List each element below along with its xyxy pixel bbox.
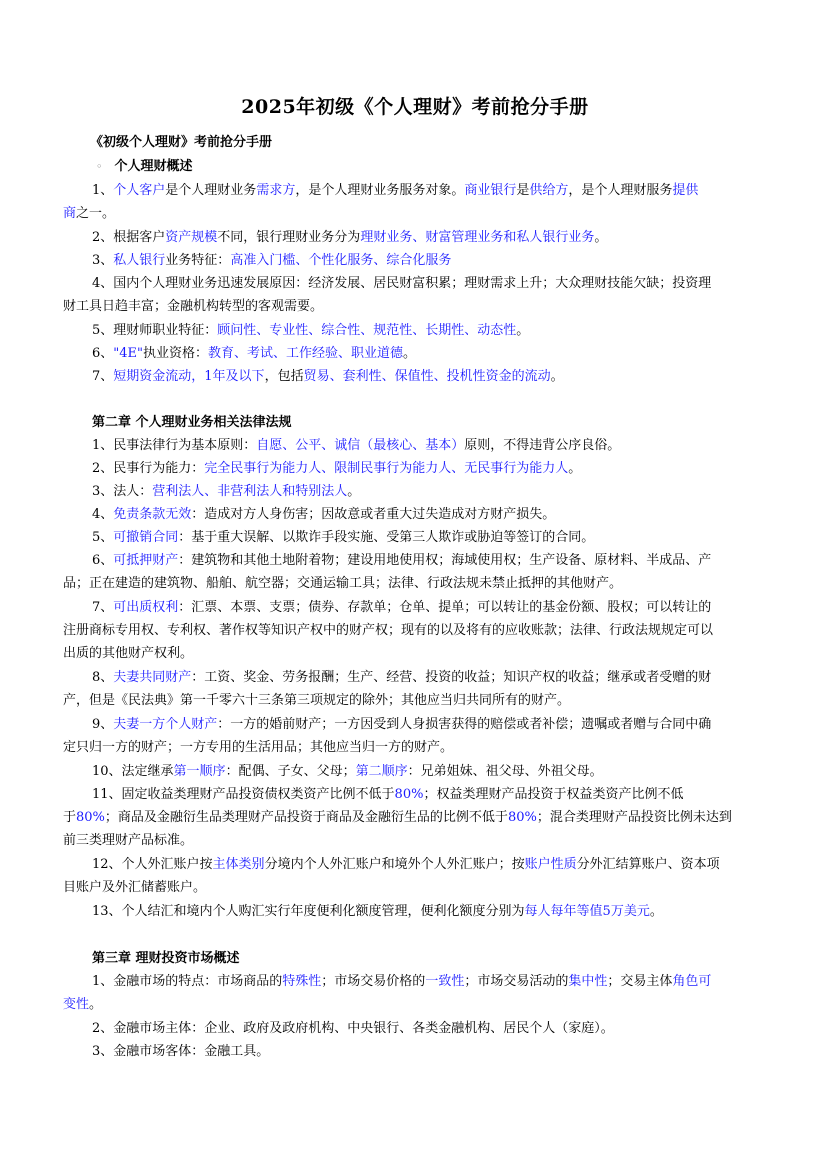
list-item-cont [63,809,732,827]
text-segment: 12、个人外汇账户按 [92,857,213,872]
text-segment: ，是个人理财服务 [568,183,673,198]
text-segment: ：配偶、子女、父母； [225,764,356,779]
text-segment: 免责条款无效 [113,507,192,522]
text-segment: 每人每年等值5万美元 [524,904,650,919]
page-title: 2025年初级《个人理财》考前抢分手册 [241,96,589,118]
list-item [92,973,711,991]
text-segment: ：兄弟姐妹、祖父母、外祖父母。 [407,764,603,779]
text-segment: 提供 [672,183,699,198]
text-segment: 可撤销合同 [113,530,179,545]
text-segment: 可抵押财产 [113,553,179,568]
list-item [92,460,581,478]
text-segment: 9、 [92,717,114,732]
text-segment: 短期资金流动，1年及以下 [113,369,265,384]
text-segment: "4E" [113,346,144,361]
list-item-cont: 财工具日趋丰富；金融机构转型的客观需要。 [63,299,324,314]
text-segment: ；商品及金融衍生品类理财产品投资于商品及金融衍生品的比例不低于 [104,810,508,825]
list-item-cont: 定只归一方的财产；一方专用的生活用品；其他应当归一方的财产。 [63,740,454,755]
text-segment: 营利法人、非营利法人和特别法人 [152,484,348,499]
list-item: 3、金融市场客体：金融工具。 [92,1044,270,1059]
text-segment: 11、固定收益类理财产品投资债权类资产比例不低于 [92,787,395,802]
text-segment: 13、个人结汇和境内个人购汇实行年度便利化额度管理，便利化额度分别为 [92,904,525,919]
overview-heading [96,158,193,176]
text-segment: ；市场交易活动的 [464,974,569,989]
text-segment: 7、 [92,600,114,615]
text-segment: 一致性 [425,974,465,989]
text-segment: ；权益类理财产品投资于权益类资产比例不低 [423,787,684,802]
text-segment: 80% [76,810,105,825]
text-segment: 高准入门槛、个性化服务、综合化服务 [230,253,452,268]
text-segment: 集中性 [568,974,608,989]
text-segment: 顾问性、专业性、综合性、规范性、长期性、动态性 [217,323,517,338]
text-segment: 。 [516,323,530,338]
text-segment: 需求方 [256,183,296,198]
list-item-cont: 注册商标专用权、专利权、著作权等知识产权中的财产权；现有的以及将有的应收账款；法律、行政法规规定可以 [63,623,714,638]
list-item [92,437,620,455]
text-segment: 业务特征： [165,253,231,268]
text-segment: 4、 [92,507,114,522]
text-segment: ，是个人理财业务服务对象。 [295,183,465,198]
text-segment: 1、金融市场的特点：市场商品的 [92,974,283,989]
list-item [92,229,607,247]
text-segment: 执业资格： [143,346,209,361]
list-item-cont: 品；正在建造的建筑物、船舶、航空器；交通运输工具；法律、行政法规未禁止抵押的其他财产。 [63,576,623,591]
list-item [92,599,711,617]
list-item [92,529,594,547]
text-segment: ：建筑物和其他土地附着物；建设用地使用权；海域使用权；生产设备、原材料、半成品、产 [178,553,712,568]
list-item-cont [63,996,102,1014]
text-segment: ；市场交易价格的 [321,974,426,989]
text-segment: 变性 [63,997,90,1012]
text-segment: ，包括 [264,369,304,384]
text-segment: 10、法定继承 [92,764,174,779]
text-segment: 。 [550,369,564,384]
text-segment: ；交易主体 [607,974,673,989]
text-segment: ：工资、奖金、劳务报酬；生产、经营、投资的收益；知识产权的收益；继承或者受赠的财 [191,670,712,685]
list-item [92,903,663,921]
text-segment: 分境内个人外汇账户和境外个人外汇账户；按 [264,857,525,872]
text-segment: 3、法人： [92,484,153,499]
text-segment: 夫妻共同财产 [113,670,192,685]
text-segment: 6、 [92,553,114,568]
text-segment: 理财业务、财富管理业务和私人银行业务 [360,230,595,245]
list-item [92,483,360,501]
list-item: 2、金融市场主体：企业、政府及政府机构、中央银行、各类金融机构、居民个人（家庭）。 [92,1021,614,1036]
text-segment: 80% [394,787,424,802]
text-segment: ：一方的婚前财产；一方因受到人身损害获得的赔偿或者补偿；遗嘱或者赠与合同中确 [217,717,712,732]
text-segment: 供给方 [529,183,569,198]
list-item: 4、国内个人理财业务迅速发展原因：经济发展、居民财富积累；理财需求上升；大众理财技能欠缺；投资理 [92,276,712,291]
list-item [92,669,711,687]
text-segment: 特殊性 [282,974,322,989]
text-segment: 6、 [92,346,114,361]
text-segment: 角色可 [672,974,712,989]
text-segment: 主体类别 [212,857,265,872]
subtitle: 《初级个人理财》考前抢分手册 [90,135,273,150]
text-segment: 个人客户 [113,183,166,198]
text-segment: ：汇票、本票、支票；债券、存款单；仓单、提单；可以转让的基金份额、股权；可以转让的 [178,600,712,615]
text-segment: 。 [568,461,582,476]
text-segment: 可出质权利 [113,600,179,615]
list-item [92,856,720,874]
text-segment: 。 [89,997,103,1012]
text-segment: 夫妻一方个人财产 [113,717,218,732]
text-segment: 教育、考试、工作经验、职业道德 [208,346,404,361]
list-item-cont [63,205,115,223]
text-segment: 商业银行 [464,183,517,198]
text-segment: 3、 [92,253,114,268]
text-segment: 。 [347,484,361,499]
text-segment: 完全民事行为能力人、限制民事行为能力人、无民事行为能力人 [204,461,569,476]
text-segment: 8、 [92,670,114,685]
text-segment: 自愿、公平、诚信（最核心、基本） [256,438,465,453]
text-segment: 私人银行 [113,253,166,268]
text-segment: 之一。 [76,206,116,221]
text-segment: ；混合类理财产品投资比例未达到 [536,810,732,825]
list-item [92,252,451,270]
text-segment: 是 [516,183,530,198]
text-segment: 原则，不得违背公序良俗。 [464,438,621,453]
text-segment: 是个人理财业务 [165,183,257,198]
text-segment: 80% [507,810,537,825]
list-item-cont: 出质的其他财产权利。 [63,646,194,661]
text-segment: 7、 [92,369,114,384]
overview-heading-text: 个人理财概述 [114,159,193,174]
chapter2-heading: 第二章 个人理财业务相关法律法规 [92,415,292,430]
list-item [92,182,698,200]
text-segment: 不同，银行理财业务分为 [217,230,361,245]
list-item [92,552,711,570]
text-segment: 。 [594,230,608,245]
text-segment: 第一顺序 [173,764,226,779]
text-segment: 贸易、套利性、保值性、投机性资金的流动 [303,369,551,384]
list-item-cont: 前三类理财产品标准。 [63,833,194,848]
list-item [92,716,711,734]
list-item [92,506,555,524]
text-segment: 账户性质 [524,857,577,872]
text-segment: 。 [649,904,663,919]
text-segment: 5、理财师职业特征： [92,323,218,338]
text-segment: 第二顺序 [355,764,408,779]
text-segment: 资产规模 [165,230,218,245]
bullet-icon: ◦ [96,160,103,173]
list-item [92,786,683,804]
text-segment: ：基于重大误解、以欺诈手段实施、受第三人欺诈或胁迫等签订的合同。 [178,530,595,545]
text-segment: 1、民事法律行为基本原则： [92,438,257,453]
text-segment: 。 [403,346,417,361]
text-segment: 商 [63,206,77,221]
list-item-cont: 产，但是《民法典》第一千零六十三条第三项规定的除外；其他应当归共同所有的财产。 [63,693,571,708]
chapter3-heading: 第三章 理财投资市场概述 [92,951,240,966]
text-segment: 于 [63,810,77,825]
list-item [92,763,603,781]
text-segment: ：造成对方人身伤害；因故意或者重大过失造成对方财产损失。 [191,507,556,522]
text-segment: 5、 [92,530,114,545]
list-item [92,322,529,340]
text-segment: 分外汇结算账户、资本项 [576,857,720,872]
list-item-cont: 目账户及外汇储蓄账户。 [63,880,207,895]
text-segment: 2、根据客户 [92,230,166,245]
list-item [92,368,564,386]
text-segment: 1、 [92,183,114,198]
list-item [92,345,416,363]
text-segment: 2、民事行为能力： [92,461,205,476]
